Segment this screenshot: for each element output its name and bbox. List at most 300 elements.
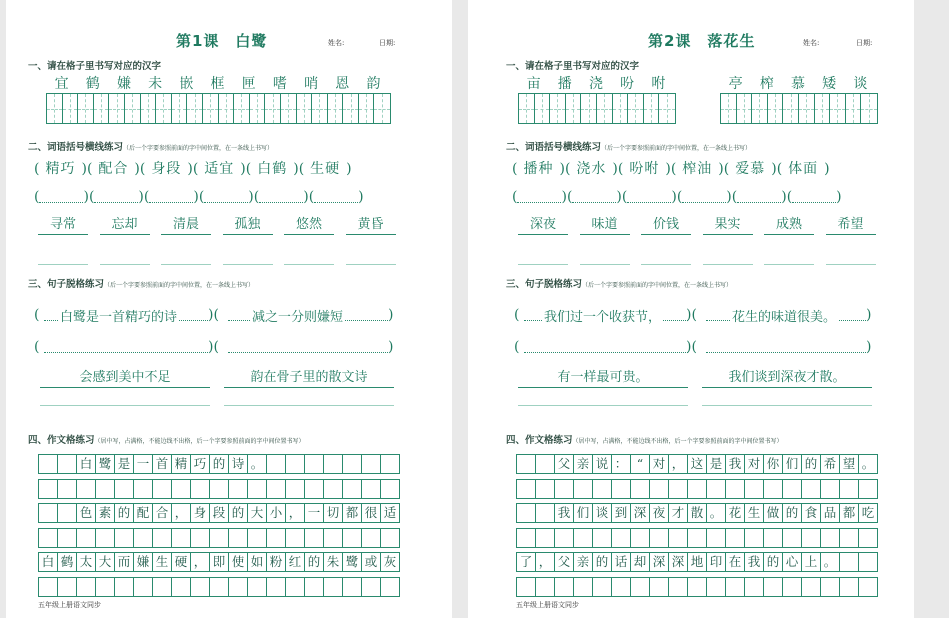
blank-bracket[interactable] xyxy=(149,190,193,203)
composition-row[interactable] xyxy=(38,577,400,597)
composition-cell[interactable]: 父 xyxy=(555,553,574,571)
composition-cell[interactable] xyxy=(783,578,802,596)
composition-cell[interactable] xyxy=(229,529,248,547)
grid-cell[interactable] xyxy=(721,94,737,123)
composition-cell[interactable] xyxy=(381,455,400,473)
composition-cell[interactable] xyxy=(39,455,58,473)
grid-cell[interactable] xyxy=(203,94,219,123)
composition-cell[interactable]: 很 xyxy=(362,504,381,522)
blank-bracket[interactable] xyxy=(517,190,561,203)
composition-cell[interactable]: 深 xyxy=(650,553,669,571)
composition-cell[interactable]: 上 xyxy=(802,553,821,571)
composition-cell[interactable] xyxy=(324,455,343,473)
grid-cell[interactable] xyxy=(109,94,125,123)
composition-cell[interactable] xyxy=(764,529,783,547)
composition-cell[interactable] xyxy=(172,480,191,498)
grid-cell[interactable] xyxy=(752,94,768,123)
composition-cell[interactable]: 花 xyxy=(726,504,745,522)
blank-bracket[interactable] xyxy=(259,190,303,203)
composition-cell[interactable]: 的 xyxy=(305,553,324,571)
grid-cell[interactable] xyxy=(374,94,390,123)
composition-cell[interactable]: 鹭 xyxy=(96,455,115,473)
composition-cell[interactable]: 我 xyxy=(555,504,574,522)
grid-cell[interactable] xyxy=(659,94,675,123)
composition-cell[interactable]: 朱 xyxy=(324,553,343,571)
composition-cell[interactable]: ， xyxy=(191,553,210,571)
blank-underline[interactable] xyxy=(703,264,753,265)
grid-cell[interactable] xyxy=(94,94,110,123)
composition-cell[interactable] xyxy=(248,480,267,498)
blank-bracket[interactable] xyxy=(572,190,616,203)
composition-cell[interactable] xyxy=(612,529,631,547)
composition-cell[interactable] xyxy=(39,529,58,547)
composition-cell[interactable]: 的 xyxy=(764,553,783,571)
composition-cell[interactable] xyxy=(859,529,878,547)
composition-cell[interactable] xyxy=(840,553,859,571)
composition-cell[interactable] xyxy=(248,529,267,547)
bracket-blank-row[interactable]: ( )( )( )( )( )( ) xyxy=(512,189,842,205)
composition-cell[interactable]: 精 xyxy=(172,455,191,473)
composition-cell[interactable]: 深 xyxy=(669,553,688,571)
composition-cell[interactable] xyxy=(286,578,305,596)
composition-cell[interactable] xyxy=(305,578,324,596)
composition-cell[interactable]: 鹭 xyxy=(343,553,362,571)
composition-cell[interactable]: 硬 xyxy=(172,553,191,571)
composition-cell[interactable]: 都 xyxy=(343,504,362,522)
grid-cell[interactable] xyxy=(219,94,235,123)
composition-cell[interactable]: 说 xyxy=(593,455,612,473)
blank-underline[interactable] xyxy=(641,264,691,265)
composition-cell[interactable]: 红 xyxy=(286,553,305,571)
composition-cell[interactable]: 一 xyxy=(134,455,153,473)
composition-cell[interactable]: 使 xyxy=(229,553,248,571)
composition-cell[interactable]: 食 xyxy=(802,504,821,522)
grid-cell[interactable] xyxy=(187,94,203,123)
composition-cell[interactable]: 色 xyxy=(77,504,96,522)
composition-cell[interactable]: 希 xyxy=(821,455,840,473)
composition-cell[interactable]: 亲 xyxy=(574,553,593,571)
composition-cell[interactable]: 做 xyxy=(764,504,783,522)
composition-cell[interactable] xyxy=(574,578,593,596)
composition-cell[interactable]: 或 xyxy=(362,553,381,571)
composition-cell[interactable]: 白 xyxy=(77,455,96,473)
composition-cell[interactable] xyxy=(669,578,688,596)
composition-cell[interactable]: 素 xyxy=(96,504,115,522)
composition-cell[interactable] xyxy=(707,480,726,498)
composition-cell[interactable] xyxy=(39,504,58,522)
blank-sentence-line[interactable] xyxy=(524,352,688,353)
grid-cell[interactable] xyxy=(141,94,157,123)
composition-cell[interactable]: 我 xyxy=(745,553,764,571)
blank-underline[interactable] xyxy=(161,264,211,265)
composition-cell[interactable] xyxy=(840,578,859,596)
composition-cell[interactable]: ， xyxy=(536,553,555,571)
composition-cell[interactable]: 合 xyxy=(153,504,172,522)
grid-cell[interactable] xyxy=(783,94,799,123)
composition-cell[interactable] xyxy=(650,529,669,547)
composition-cell[interactable] xyxy=(134,578,153,596)
grid-cell[interactable] xyxy=(47,94,63,123)
composition-cell[interactable]: 的 xyxy=(210,455,229,473)
composition-cell[interactable] xyxy=(726,529,745,547)
composition-cell[interactable]: ， xyxy=(172,504,191,522)
composition-cell[interactable] xyxy=(96,578,115,596)
composition-cell[interactable] xyxy=(802,578,821,596)
composition-cell[interactable] xyxy=(381,480,400,498)
composition-cell[interactable]: 对 xyxy=(745,455,764,473)
composition-cell[interactable] xyxy=(555,529,574,547)
blank-sentence-line[interactable] xyxy=(228,352,388,353)
grid-cell[interactable] xyxy=(613,94,629,123)
composition-cell[interactable]: 的 xyxy=(802,455,821,473)
composition-cell[interactable]: 这 xyxy=(688,455,707,473)
composition-cell[interactable] xyxy=(764,578,783,596)
composition-cell[interactable] xyxy=(324,480,343,498)
composition-cell[interactable]: 对 xyxy=(650,455,669,473)
composition-cell[interactable] xyxy=(343,480,362,498)
composition-cell[interactable] xyxy=(726,480,745,498)
composition-cell[interactable] xyxy=(517,578,536,596)
composition-cell[interactable] xyxy=(286,480,305,498)
composition-row[interactable] xyxy=(38,503,400,523)
composition-cell[interactable]: 我 xyxy=(726,455,745,473)
composition-cell[interactable] xyxy=(267,455,286,473)
composition-cell[interactable] xyxy=(536,504,555,522)
grid-cell[interactable] xyxy=(265,94,281,123)
composition-cell[interactable] xyxy=(688,578,707,596)
composition-cell[interactable] xyxy=(650,578,669,596)
grid-cell[interactable] xyxy=(328,94,344,123)
composition-cell[interactable] xyxy=(153,529,172,547)
composition-cell[interactable] xyxy=(593,529,612,547)
blank-bracket[interactable] xyxy=(314,190,358,203)
composition-cell[interactable]: 品 xyxy=(821,504,840,522)
composition-cell[interactable] xyxy=(58,480,77,498)
grid-cell[interactable] xyxy=(815,94,831,123)
composition-cell[interactable]: 即 xyxy=(210,553,229,571)
composition-cell[interactable] xyxy=(517,480,536,498)
composition-cell[interactable]: 小 xyxy=(267,504,286,522)
composition-cell[interactable] xyxy=(574,529,593,547)
composition-cell[interactable] xyxy=(172,529,191,547)
composition-cell[interactable]: 配 xyxy=(134,504,153,522)
composition-cell[interactable] xyxy=(58,529,77,547)
grid-cell[interactable] xyxy=(343,94,359,123)
composition-cell[interactable] xyxy=(39,578,58,596)
blank-sentence-line[interactable] xyxy=(44,352,208,353)
composition-cell[interactable] xyxy=(631,480,650,498)
writing-grid-a[interactable] xyxy=(518,93,676,124)
composition-cell[interactable] xyxy=(574,480,593,498)
grid-cell[interactable] xyxy=(830,94,846,123)
blank-underline[interactable] xyxy=(100,264,150,265)
composition-cell[interactable]: 谈 xyxy=(593,504,612,522)
grid-cell[interactable] xyxy=(250,94,266,123)
grid-cell[interactable] xyxy=(297,94,313,123)
composition-cell[interactable]: 一 xyxy=(305,504,324,522)
composition-cell[interactable] xyxy=(286,529,305,547)
grid-cell[interactable] xyxy=(78,94,94,123)
composition-cell[interactable] xyxy=(517,504,536,522)
composition-cell[interactable]: 却 xyxy=(631,553,650,571)
composition-cell[interactable]: 首 xyxy=(153,455,172,473)
composition-cell[interactable]: 地 xyxy=(688,553,707,571)
composition-cell[interactable] xyxy=(821,578,840,596)
composition-cell[interactable] xyxy=(229,578,248,596)
blank-bracket[interactable] xyxy=(94,190,138,203)
blank-bracket[interactable] xyxy=(627,190,671,203)
composition-cell[interactable] xyxy=(745,480,764,498)
composition-cell[interactable] xyxy=(517,455,536,473)
composition-cell[interactable]: 大 xyxy=(248,504,267,522)
composition-cell[interactable] xyxy=(115,578,134,596)
blank-bracket[interactable] xyxy=(792,190,836,203)
blank-line[interactable] xyxy=(702,405,872,406)
composition-cell[interactable] xyxy=(783,529,802,547)
composition-cell[interactable] xyxy=(821,480,840,498)
composition-cell[interactable]: ， xyxy=(669,455,688,473)
composition-cell[interactable] xyxy=(631,529,650,547)
composition-cell[interactable] xyxy=(324,529,343,547)
composition-cell[interactable] xyxy=(115,529,134,547)
composition-cell[interactable] xyxy=(96,529,115,547)
composition-cell[interactable] xyxy=(802,529,821,547)
blank-underline[interactable] xyxy=(38,264,88,265)
grid-cell[interactable] xyxy=(156,94,172,123)
composition-cell[interactable]: 是 xyxy=(707,455,726,473)
composition-cell[interactable] xyxy=(77,480,96,498)
composition-cell[interactable] xyxy=(77,529,96,547)
composition-cell[interactable]: 的 xyxy=(229,504,248,522)
writing-grid[interactable] xyxy=(46,93,391,124)
composition-cell[interactable]: 鹤 xyxy=(58,553,77,571)
blank-bracket[interactable] xyxy=(737,190,781,203)
grid-cell[interactable] xyxy=(861,94,877,123)
composition-cell[interactable]: 生 xyxy=(745,504,764,522)
blank-underline[interactable] xyxy=(580,264,630,265)
composition-row[interactable] xyxy=(516,552,878,572)
composition-cell[interactable] xyxy=(669,529,688,547)
grid-cell[interactable] xyxy=(125,94,141,123)
composition-cell[interactable] xyxy=(191,480,210,498)
composition-cell[interactable] xyxy=(593,578,612,596)
composition-cell[interactable] xyxy=(783,480,802,498)
grid-cell[interactable] xyxy=(799,94,815,123)
composition-cell[interactable] xyxy=(39,480,58,498)
composition-cell[interactable]: 而 xyxy=(115,553,134,571)
composition-cell[interactable] xyxy=(191,529,210,547)
composition-cell[interactable] xyxy=(191,578,210,596)
grid-cell[interactable] xyxy=(312,94,328,123)
composition-cell[interactable]: 们 xyxy=(574,504,593,522)
composition-row[interactable] xyxy=(38,528,400,548)
composition-cell[interactable] xyxy=(555,578,574,596)
blank-underline[interactable] xyxy=(826,264,876,265)
composition-cell[interactable] xyxy=(650,480,669,498)
composition-cell[interactable]: 生 xyxy=(153,553,172,571)
grid-cell[interactable] xyxy=(566,94,582,123)
composition-cell[interactable] xyxy=(745,529,764,547)
composition-cell[interactable] xyxy=(840,480,859,498)
composition-cell[interactable] xyxy=(381,578,400,596)
composition-cell[interactable]: 到 xyxy=(612,504,631,522)
composition-cell[interactable] xyxy=(536,455,555,473)
composition-cell[interactable]: 话 xyxy=(612,553,631,571)
bracket-blank-row[interactable]: ( )( )( )( )( )( ) xyxy=(34,189,364,205)
composition-cell[interactable] xyxy=(555,480,574,498)
composition-cell[interactable]: 白 xyxy=(39,553,58,571)
composition-cell[interactable]: 的 xyxy=(593,553,612,571)
composition-cell[interactable]: 印 xyxy=(707,553,726,571)
composition-cell[interactable] xyxy=(381,529,400,547)
composition-cell[interactable] xyxy=(859,553,878,571)
composition-row[interactable] xyxy=(516,577,878,597)
composition-cell[interactable] xyxy=(362,480,381,498)
composition-cell[interactable] xyxy=(286,455,305,473)
composition-cell[interactable] xyxy=(267,480,286,498)
composition-row[interactable] xyxy=(38,479,400,499)
composition-cell[interactable] xyxy=(612,480,631,498)
blank-underline[interactable] xyxy=(764,264,814,265)
composition-cell[interactable]: 段 xyxy=(210,504,229,522)
composition-cell[interactable] xyxy=(267,578,286,596)
composition-cell[interactable] xyxy=(362,455,381,473)
grid-cell[interactable] xyxy=(597,94,613,123)
composition-row[interactable] xyxy=(38,552,400,572)
composition-cell[interactable] xyxy=(536,578,555,596)
grid-cell[interactable] xyxy=(63,94,79,123)
composition-cell[interactable] xyxy=(343,529,362,547)
composition-cell[interactable] xyxy=(612,578,631,596)
composition-cell[interactable] xyxy=(115,480,134,498)
blank-underline[interactable] xyxy=(284,264,334,265)
composition-cell[interactable] xyxy=(840,529,859,547)
blank-bracket[interactable] xyxy=(39,190,83,203)
composition-cell[interactable]: 深 xyxy=(631,504,650,522)
composition-cell[interactable]: 。 xyxy=(707,504,726,522)
composition-cell[interactable]: 适 xyxy=(381,504,400,522)
composition-cell[interactable] xyxy=(305,529,324,547)
composition-cell[interactable]: 灰 xyxy=(381,553,400,571)
composition-cell[interactable] xyxy=(362,529,381,547)
blank-line[interactable] xyxy=(518,405,688,406)
blank-line[interactable] xyxy=(224,405,394,406)
composition-row[interactable] xyxy=(516,528,878,548)
blank-underline[interactable] xyxy=(518,264,568,265)
composition-row[interactable] xyxy=(516,454,878,474)
composition-cell[interactable] xyxy=(58,504,77,522)
grid-cell[interactable] xyxy=(550,94,566,123)
grid-cell[interactable] xyxy=(644,94,660,123)
composition-cell[interactable] xyxy=(688,480,707,498)
composition-cell[interactable] xyxy=(726,578,745,596)
grid-cell[interactable] xyxy=(281,94,297,123)
composition-cell[interactable] xyxy=(631,578,650,596)
composition-cell[interactable]: 你 xyxy=(764,455,783,473)
composition-cell[interactable] xyxy=(172,578,191,596)
composition-cell[interactable] xyxy=(536,529,555,547)
composition-cell[interactable] xyxy=(210,578,229,596)
composition-cell[interactable]: ： xyxy=(612,455,631,473)
composition-cell[interactable] xyxy=(210,480,229,498)
composition-cell[interactable]: 吃 xyxy=(859,504,878,522)
composition-cell[interactable]: 心 xyxy=(783,553,802,571)
composition-cell[interactable]: 。 xyxy=(859,455,878,473)
composition-cell[interactable] xyxy=(517,529,536,547)
composition-cell[interactable]: 身 xyxy=(191,504,210,522)
composition-cell[interactable] xyxy=(229,480,248,498)
composition-cell[interactable] xyxy=(593,480,612,498)
composition-cell[interactable]: 粉 xyxy=(267,553,286,571)
composition-cell[interactable] xyxy=(859,578,878,596)
composition-cell[interactable] xyxy=(305,455,324,473)
composition-cell[interactable]: 诗 xyxy=(229,455,248,473)
composition-cell[interactable] xyxy=(745,578,764,596)
composition-cell[interactable]: 父 xyxy=(555,455,574,473)
composition-cell[interactable] xyxy=(859,480,878,498)
grid-cell[interactable] xyxy=(519,94,535,123)
blank-line[interactable] xyxy=(40,405,210,406)
composition-row[interactable] xyxy=(38,454,400,474)
composition-cell[interactable]: 都 xyxy=(840,504,859,522)
blank-sentence-line[interactable] xyxy=(706,352,866,353)
composition-cell[interactable]: “ xyxy=(631,455,650,473)
composition-cell[interactable] xyxy=(58,578,77,596)
composition-cell[interactable] xyxy=(248,578,267,596)
composition-cell[interactable] xyxy=(821,529,840,547)
composition-cell[interactable] xyxy=(324,578,343,596)
composition-cell[interactable]: 的 xyxy=(115,504,134,522)
composition-cell[interactable] xyxy=(764,480,783,498)
composition-cell[interactable]: 。 xyxy=(248,455,267,473)
composition-cell[interactable] xyxy=(210,529,229,547)
composition-cell[interactable]: ， xyxy=(286,504,305,522)
grid-cell[interactable] xyxy=(737,94,753,123)
composition-cell[interactable] xyxy=(134,529,153,547)
blank-underline[interactable] xyxy=(346,264,396,265)
composition-cell[interactable]: 如 xyxy=(248,553,267,571)
composition-cell[interactable]: 亲 xyxy=(574,455,593,473)
composition-cell[interactable]: 。 xyxy=(821,553,840,571)
composition-row[interactable] xyxy=(516,503,878,523)
composition-cell[interactable] xyxy=(343,578,362,596)
composition-cell[interactable] xyxy=(669,480,688,498)
composition-cell[interactable] xyxy=(267,529,286,547)
composition-cell[interactable] xyxy=(707,578,726,596)
grid-cell[interactable] xyxy=(628,94,644,123)
grid-cell[interactable] xyxy=(172,94,188,123)
composition-cell[interactable]: 巧 xyxy=(191,455,210,473)
composition-cell[interactable]: 夜 xyxy=(650,504,669,522)
composition-cell[interactable] xyxy=(688,529,707,547)
blank-bracket[interactable] xyxy=(682,190,726,203)
composition-cell[interactable]: 是 xyxy=(115,455,134,473)
composition-cell[interactable]: 大 xyxy=(96,553,115,571)
composition-cell[interactable]: 望 xyxy=(840,455,859,473)
composition-cell[interactable]: 们 xyxy=(783,455,802,473)
composition-cell[interactable] xyxy=(707,529,726,547)
composition-cell[interactable] xyxy=(153,578,172,596)
blank-underline[interactable] xyxy=(223,264,273,265)
blank-bracket[interactable] xyxy=(204,190,248,203)
grid-cell[interactable] xyxy=(846,94,862,123)
composition-cell[interactable] xyxy=(305,480,324,498)
composition-cell[interactable]: 嫌 xyxy=(134,553,153,571)
composition-cell[interactable]: 才 xyxy=(669,504,688,522)
writing-grid-b[interactable] xyxy=(720,93,878,124)
composition-cell[interactable]: 切 xyxy=(324,504,343,522)
composition-row[interactable] xyxy=(516,479,878,499)
